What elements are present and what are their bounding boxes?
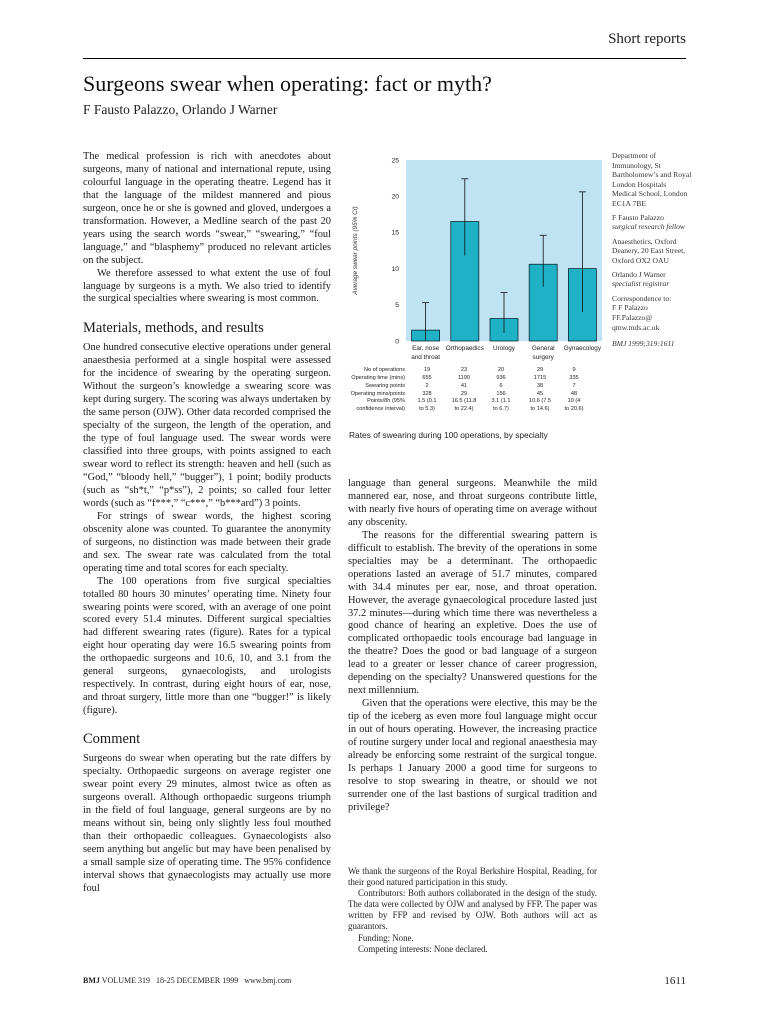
methods-paragraph: For strings of swear words, the highest scoring obscenity alone was counted. To guarantee the anonymity of surgeons, no distinction was made between their grade and sex. The swear rate was calculated from the total operating time and total scores for each specialty. [83, 510, 331, 574]
stats-cell [554, 398, 594, 413]
author-name-1: F Fausto Palazzo [612, 212, 664, 222]
stats-cell-line: 10 (4 [567, 398, 581, 405]
stats-cell: 29 [460, 391, 468, 398]
y-tick-label: 20 [391, 193, 399, 201]
stats-cell: 9 [572, 367, 576, 373]
stats-cell: 1190 [457, 375, 471, 382]
journal-issue: VOLUME 319 18-25 DECEMBER 1999 www.bmj.com [101, 976, 292, 985]
stats-cell-line: 3.1 (1.1 [491, 398, 511, 405]
left-column [83, 151, 331, 896]
stats-label: Swearing points [365, 383, 405, 390]
stats-cell: 20 [497, 367, 505, 373]
acknowledgement-text: We thank the surgeons of the Royal Berkshire Hospital, Reading, for their good natured participation in this study. [348, 866, 597, 888]
comment-paragraph: Surgeons do swear when operating but the rate differs by specialty. Orthopaedic surgeons on average register one swear point every 29 minutes, almost twice as often as surgeons overall. Although orthopaedic surgeons triumph in the field of foul language, general surgeons are by no means without sin, being only slightly less foul mouthed than their orthopaedic colleagues. Gynaecologists also seem anything but angelic but may have been penalised by a small sample size of operating time. The 95% confidence interval shows that gynaecologists may actually use more foul [83, 753, 331, 894]
stats-cell-line: 10.6 (7.5 [528, 398, 552, 405]
stats-cell [481, 398, 521, 413]
stats-cell: 48 [570, 391, 578, 398]
stats-cell: 41 [460, 383, 468, 390]
figure-stats-table [345, 366, 600, 414]
correspondence-email: FF.Palazzo@ qmw.mds.ac.uk [612, 312, 660, 332]
x-tick-label: Ear, nose [412, 345, 440, 352]
journal-footer [83, 976, 291, 985]
stats-label: Operating time (mins) [351, 375, 405, 382]
stats-cell-line: to 20.6) [564, 405, 584, 412]
right-column [348, 478, 597, 815]
intro-paragraph: The medical profession is rich with anecdotes about surgeons, many of national and international repute, using colourful language in the operating theatre. Legend has it that the language of the mildest mannered and pious surgeon, once he or she is gowned and gloved, undergoes a transformation. However, a Medline search of the past 20 years using the search words “swear,” “swearing,” “foul language,” and “blasphemy” produced no relevant articles on the subject. [83, 151, 331, 266]
journal-name: BMJ [83, 976, 100, 985]
x-tick-label: and throat [411, 354, 440, 361]
acknowledgements [348, 866, 597, 955]
stats-cell: 7 [572, 383, 576, 390]
author-name-2: Orlando J Warner [612, 269, 666, 279]
funding-text: Funding: None. [358, 932, 414, 943]
stats-label: No of operations [363, 367, 405, 373]
stats-cell: 6 [499, 383, 503, 390]
stats-cell: 38 [536, 383, 544, 390]
y-tick-label: 5 [395, 302, 399, 310]
section-label: Short reports [608, 31, 686, 47]
stats-label-line: Points/8h (95% [367, 398, 405, 405]
contributors-text: Contributors: Both authors collaborated in the design of the study. The data were collected by OJW and analysed by FFP. The paper was written by FFP and revised by OJW. Both authors will act as guarantors. [348, 888, 597, 932]
stats-cell-line: 1.5 (0.1 [417, 398, 437, 405]
stats-cell: 156 [496, 391, 506, 398]
stats-cell: 1715 [533, 375, 547, 382]
stats-label [345, 398, 405, 413]
competing-interests-text: Competing interests: None declared. [358, 943, 488, 954]
x-tick-label: Urology [492, 345, 516, 352]
x-tick-label: Orthopaedics [445, 345, 484, 352]
stats-cell: 19 [423, 367, 431, 373]
stats-cell: 335 [569, 375, 579, 382]
stats-cell: 655 [422, 375, 432, 382]
methods-paragraph: One hundred consecutive elective operations under general anaesthesia performed at a single hospital were assessed for the incidence of swearing by the operating surgeon. Without the surgeon’s knowledge a swearing score was kept during surgery. The scoring was always undertaken by the same person (OJW). Other data recorded comprised the specialty of the surgeon, the length of the operation, and the type of foul language used. The swear words were classified into three groups, with points assigned to each swear word to reflect its strength: heaven and hell (such as “God,” “bloody hell,” “bugger”), 1 point; bodily products (such as “sh*t,” “p*ss”), 2 points; so called four letter words (such as “f***,” “c***,” “b***ard”) 3 points. [83, 342, 331, 509]
stats-cell: 2 [425, 383, 429, 390]
y-tick-label: 0 [395, 338, 399, 346]
stats-row-time [345, 374, 600, 382]
body-paragraph: The reasons for the differential swearing pattern is difficult to establish. The brevity of the operations in some specialties may be a determinant. The orthopaedic operations lasted an average of 51.7 minutes, compared with 34.4 minutes per ear, nose, and throat operation. However, the average gynaecological procedure lasted just 37.2 minutes—during which time there was nevertheless a good chance of hearing an expletive. Does the use of complicated orthopaedic tools encourage bad language in the theatre? Does the good or bad language of a surgeon lead to a greater or lesser chance of career progression, depending on the specialty? Unanswered questions for the next millennium. [348, 529, 597, 697]
stats-cell: 29 [536, 367, 544, 373]
stats-cell-line: to 22.4) [454, 405, 474, 412]
affiliation-1: Department of Immunology, St Bartholomew’s and Royal London Hospitals Medical School, London EC1A 7BE [612, 151, 692, 208]
correspondence-name: F F Palazzo [612, 303, 648, 313]
stats-cell [407, 398, 447, 413]
body-paragraph: language than general surgeons. Meanwhile the mild mannered ear, nose, and throat surgeons contribute little, with nearly five hours of operating time on average without any obscenity. [348, 478, 597, 528]
y-tick-label: 10 [391, 265, 399, 273]
stats-row-operations [345, 366, 600, 374]
x-axis-labels [411, 345, 602, 361]
methods-heading: Materials, methods, and results [83, 320, 264, 337]
intro-paragraph: We therefore assessed to what extent the use of foul language by surgeons is a myth. We also tried to identify the surgical specialties where swearing is most common. [83, 267, 331, 305]
comment-heading: Comment [83, 731, 141, 748]
stats-cell: 23 [460, 367, 468, 373]
citation: BMJ 1999;319:1611 [612, 339, 675, 349]
author-role-2: specialist registrar [612, 279, 670, 289]
header-rule [83, 58, 686, 59]
article-title: Surgeons swear when operating: fact or myth? [83, 71, 492, 96]
page-number: 1611 [664, 975, 686, 987]
x-tick-label: Gynaecology [563, 345, 602, 352]
author-sidebar [612, 151, 692, 349]
stats-cell-line: to 5.3) [419, 405, 435, 412]
y-tick-label: 25 [391, 157, 399, 165]
stats-cell: 328 [422, 391, 432, 398]
article-authors: F Fausto Palazzo, Orlando J Warner [83, 102, 278, 117]
stats-cell: 45 [536, 391, 544, 398]
stats-label: Operating mins/points [350, 391, 405, 398]
y-axis-label: Average swear points (95% CI) [352, 206, 359, 295]
stats-row-rate [345, 398, 600, 414]
body-paragraph: Given that the operations were elective, this may be the tip of the iceberg as even more foul language might occur in out of hours operating. However, the increasing practice of routine surgery under local and regional anaesthesia may already be enforcing some restraint of the surgical tongue. Is perhaps 1 January 2000 a good time for surgeons to resolve to stop swearing in theatre, or should we not surrender one of the last bastions of surgical tradition and privilege? [348, 698, 597, 813]
stats-row-mins-per-point [345, 390, 600, 398]
stats-cell-line: 16.5 (11.8 [451, 398, 477, 405]
x-tick-label: surgery [532, 354, 554, 361]
affiliation-2: Anaesthetics, Oxford Deanery, 20 East Street, Oxford OX2 OAU [612, 236, 686, 265]
stats-cell [444, 398, 484, 413]
figure-caption: Rates of swearing during 100 operations, by specialty [349, 430, 548, 440]
stats-label-line: confidence interval) [356, 405, 405, 412]
stats-row-points [345, 382, 600, 390]
stats-cell-line: to 6.7) [493, 405, 509, 412]
stats-cell: 936 [496, 375, 506, 382]
swearing-rate-chart [345, 150, 605, 365]
author-role-1: surgical research fellow [612, 222, 685, 232]
y-tick-label: 15 [391, 229, 399, 237]
x-tick-label: General [531, 345, 555, 352]
correspondence-label: Correspondence to: [612, 293, 672, 303]
methods-paragraph: The 100 operations from five surgical specialties totalled 80 hours 30 minutes’ operating time. Ninety four swearing points were scored, with an average of one point scored every 51.4 minutes. Different surgical specialties had different swearing rates (figure). Rates for a typical eight hour operating day were 16.5 swearing points from the orthopaedic surgeons and 10.6, 10, and 3.1 from the general surgeons, gynaecologists, and urologists respectively. In contrast, during eight hours of ear, nose, and throat surgery, little more than one “bugger!” is likely (figure). [83, 575, 331, 717]
stats-cell-line: to 14.6) [530, 405, 550, 412]
y-axis-ticks [391, 157, 399, 345]
